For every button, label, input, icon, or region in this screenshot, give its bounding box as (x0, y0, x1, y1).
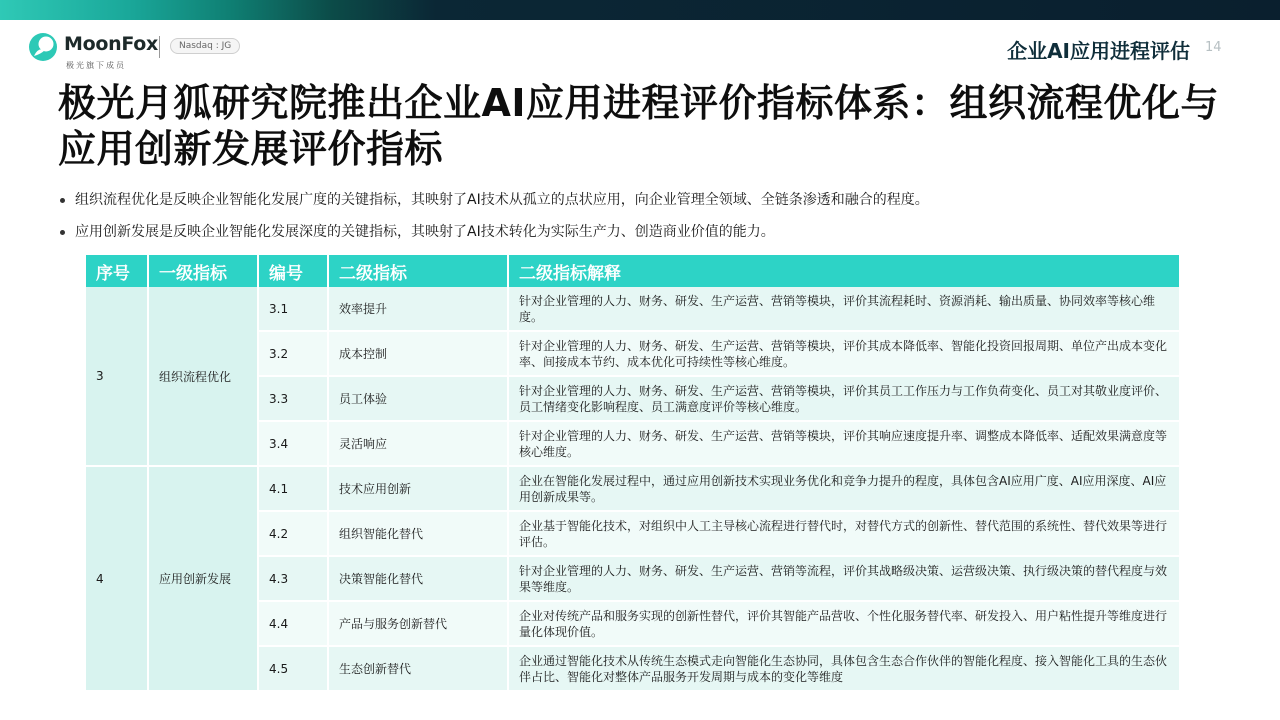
indicator-code: 3.4 (259, 422, 329, 467)
nasdaq-badge: Nasdaq : JG (170, 38, 240, 54)
indicator-name: 组织智能化替代 (329, 512, 509, 557)
indicator-name: 生态创新替代 (329, 647, 509, 692)
indicator-name: 产品与服务创新替代 (329, 602, 509, 647)
indicator-desc: 针对企业管理的人力、财务、研发、生产运营、营销等模块，评价其员工工作压力与工作负荷变化、员工对其敬业度评价、员工情绪变化影响程度、员工满意度评价等核心维度。 (509, 377, 1179, 422)
page-title: 极光月狐研究院推出企业AI应用进程评价指标体系：组织流程优化与应用创新发展评价指标 (58, 81, 1220, 171)
moonfox-logo-icon (28, 32, 58, 62)
indicator-table (86, 255, 1179, 692)
moonfox-logo[interactable] (28, 30, 258, 70)
top-banner (0, 0, 1280, 20)
indicator-name: 技术应用创新 (329, 467, 509, 512)
indicator-desc: 针对企业管理的人力、财务、研发、生产运营、营销等流程，评价其战略级决策、运营级决策、执行级决策的替代程度与效果等维度。 (509, 557, 1179, 602)
brand-name: MoonFox (64, 33, 158, 55)
logo-divider (159, 36, 160, 58)
indicator-desc: 企业基于智能化技术，对组织中人工主导核心流程进行替代时，对替代方式的创新性、替代范围的系统性、替代效果等进行评估。 (509, 512, 1179, 557)
page-number: 14 (1205, 40, 1222, 55)
indicator-name: 灵活响应 (329, 422, 509, 467)
indicator-desc: 企业对传统产品和服务实现的创新性替代，评价其智能产品营收、个性化服务替代率、研发投入、用户粘性提升等维度进行量化体现价值。 (509, 602, 1179, 647)
indicator-code: 4.5 (259, 647, 329, 692)
bullet-item: 组织流程优化是反映企业智能化发展广度的关键指标，其映射了AI技术从孤立的点状应用，向企业管理全领域、全链条渗透和融合的程度。 (58, 190, 1238, 210)
indicator-code: 3.2 (259, 332, 329, 377)
group-name: 组织流程优化 (149, 287, 259, 467)
table-row (86, 287, 1179, 332)
section-title: 企业AI应用进程评估 (1007, 39, 1190, 63)
indicator-code: 4.2 (259, 512, 329, 557)
group-number: 4 (86, 467, 149, 692)
group-name: 应用创新发展 (149, 467, 259, 692)
header-code: 编号 (259, 255, 329, 287)
header-level2: 二级指标 (329, 255, 509, 287)
indicator-name: 员工体验 (329, 377, 509, 422)
indicator-name: 成本控制 (329, 332, 509, 377)
header-explanation: 二级指标解释 (509, 255, 1179, 287)
indicator-code: 4.3 (259, 557, 329, 602)
indicator-code: 3.3 (259, 377, 329, 422)
table-header-row (86, 255, 1179, 287)
bullet-item: 应用创新发展是反映企业智能化发展深度的关键指标，其映射了AI技术转化为实际生产力、创造商业价值的能力。 (58, 222, 1238, 242)
bullet-list (58, 190, 1238, 254)
indicator-desc: 企业通过智能化技术从传统生态模式走向智能化生态协同，具体包含生态合作伙伴的智能化程度、接入智能化工具的生态伙伴占比、智能化对整体产品服务开发周期与成本的变化等维度 (509, 647, 1179, 692)
header-seq: 序号 (86, 255, 149, 287)
indicator-desc: 针对企业管理的人力、财务、研发、生产运营、营销等模块，评价其响应速度提升率、调整成本降低率、适配效果满意度等核心维度。 (509, 422, 1179, 467)
indicator-code: 3.1 (259, 287, 329, 332)
indicator-name: 决策智能化替代 (329, 557, 509, 602)
header-level1: 一级指标 (149, 255, 259, 287)
brand-subtitle: 极光旗下成员 (66, 61, 126, 70)
indicator-name: 效率提升 (329, 287, 509, 332)
indicator-code: 4.4 (259, 602, 329, 647)
indicator-code: 4.1 (259, 467, 329, 512)
indicator-desc: 企业在智能化发展过程中，通过应用创新技术实现业务优化和竞争力提升的程度，具体包含AI应用广度、AI应用深度、AI应用创新成果等。 (509, 467, 1179, 512)
indicator-desc: 针对企业管理的人力、财务、研发、生产运营、营销等模块，评价其流程耗时、资源消耗、输出质量、协同效率等核心维度。 (509, 287, 1179, 332)
group-number: 3 (86, 287, 149, 467)
table-row (86, 467, 1179, 512)
indicator-desc: 针对企业管理的人力、财务、研发、生产运营、营销等模块，评价其成本降低率、智能化投资回报周期、单位产出成本变化率、间接成本节约、成本优化可持续性等核心维度。 (509, 332, 1179, 377)
